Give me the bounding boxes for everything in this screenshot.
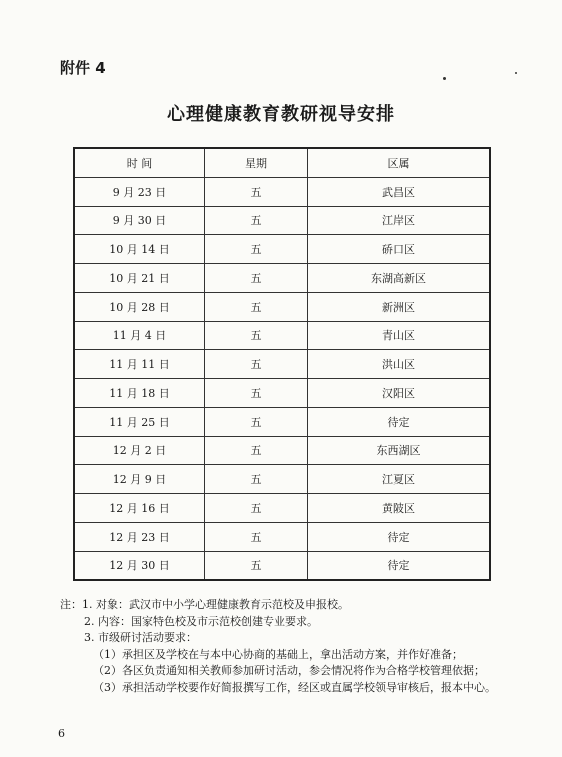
cell-district: 东湖高新区 [308,264,491,293]
note-line: 3. 市级研讨活动要求： [84,631,197,644]
table-row [74,494,490,523]
cell-weekday: 五 [205,436,308,465]
table-row [74,436,490,465]
table-row [74,177,490,206]
note-line: （2）各区负责通知相关教师参加研讨活动，参会情况将作为合格学校管理依据； [93,664,485,677]
cell-weekday: 五 [205,350,308,379]
cell-date: 12 月 30 日 [74,551,205,580]
note-line: （3）承担活动学校要作好简报撰写工作，经区或直属学校领导审核后，报本中心。 [93,680,496,694]
cell-date: 9 月 23 日 [74,177,205,206]
cell-district: 待定 [308,522,491,551]
table-row [74,522,490,551]
note-line: 2. 内容：国家特色校及市示范校创建专业要求。 [84,614,318,628]
cell-district: 武昌区 [308,177,491,206]
cell-date: 10 月 14 日 [74,235,205,264]
cell-district: 待定 [308,407,491,436]
cell-weekday: 五 [205,321,308,350]
cell-weekday: 五 [205,465,308,494]
table-row [74,292,490,321]
cell-date: 10 月 28 日 [74,292,205,321]
cell-district: 青山区 [308,321,491,350]
table-row [74,465,490,494]
cell-district: 洪山区 [308,350,491,379]
attachment-label: 附件 4 [60,59,106,77]
cell-date: 11 月 18 日 [74,379,205,408]
cell-district: 江岸区 [308,206,491,235]
table-header-row [74,148,490,177]
table-row [74,321,490,350]
cell-weekday: 五 [205,379,308,408]
cell-date: 9 月 30 日 [74,206,205,235]
cell-district: 待定 [308,551,491,580]
cell-district: 黄陂区 [308,494,491,523]
table-row [74,264,490,293]
cell-district: 东西湖区 [308,436,491,465]
page-number: 6 [58,727,65,740]
header-time: 时 间 [74,148,205,177]
cell-date: 12 月 9 日 [74,465,205,494]
table-row [74,407,490,436]
table-body [74,177,490,580]
note-line: 注：1. 对象：武汉市中小学心理健康教育示范校及申报校。 [60,598,349,611]
cell-date: 12 月 16 日 [74,494,205,523]
cell-date: 11 月 4 日 [74,321,205,350]
cell-date: 12 月 23 日 [74,522,205,551]
document-title: 心理健康教育教研视导安排 [167,104,395,125]
cell-district: 硚口区 [308,235,491,264]
table-row [74,350,490,379]
header-weekday: 星期 [205,148,308,177]
cell-district: 新洲区 [308,292,491,321]
header-district: 区属 [308,148,491,177]
cell-date: 10 月 21 日 [74,264,205,293]
scan-speck [443,77,446,80]
cell-weekday: 五 [205,551,308,580]
cell-weekday: 五 [205,292,308,321]
cell-weekday: 五 [205,177,308,206]
cell-date: 11 月 11 日 [74,350,205,379]
cell-weekday: 五 [205,235,308,264]
cell-date: 12 月 2 日 [74,436,205,465]
cell-weekday: 五 [205,264,308,293]
scan-speck [515,72,517,74]
table-row [74,235,490,264]
table-row [74,551,490,580]
cell-weekday: 五 [205,206,308,235]
cell-weekday: 五 [205,522,308,551]
table-row [74,206,490,235]
cell-weekday: 五 [205,494,308,523]
cell-district: 江夏区 [308,465,491,494]
schedule-table [73,147,491,581]
notes-section [60,597,540,696]
cell-weekday: 五 [205,407,308,436]
table-row [74,379,490,408]
cell-date: 11 月 25 日 [74,407,205,436]
cell-district: 汉阳区 [308,379,491,408]
note-line: （1）承担区及学校在与本中心协商的基础上，拿出活动方案，并作好准备； [93,647,463,661]
